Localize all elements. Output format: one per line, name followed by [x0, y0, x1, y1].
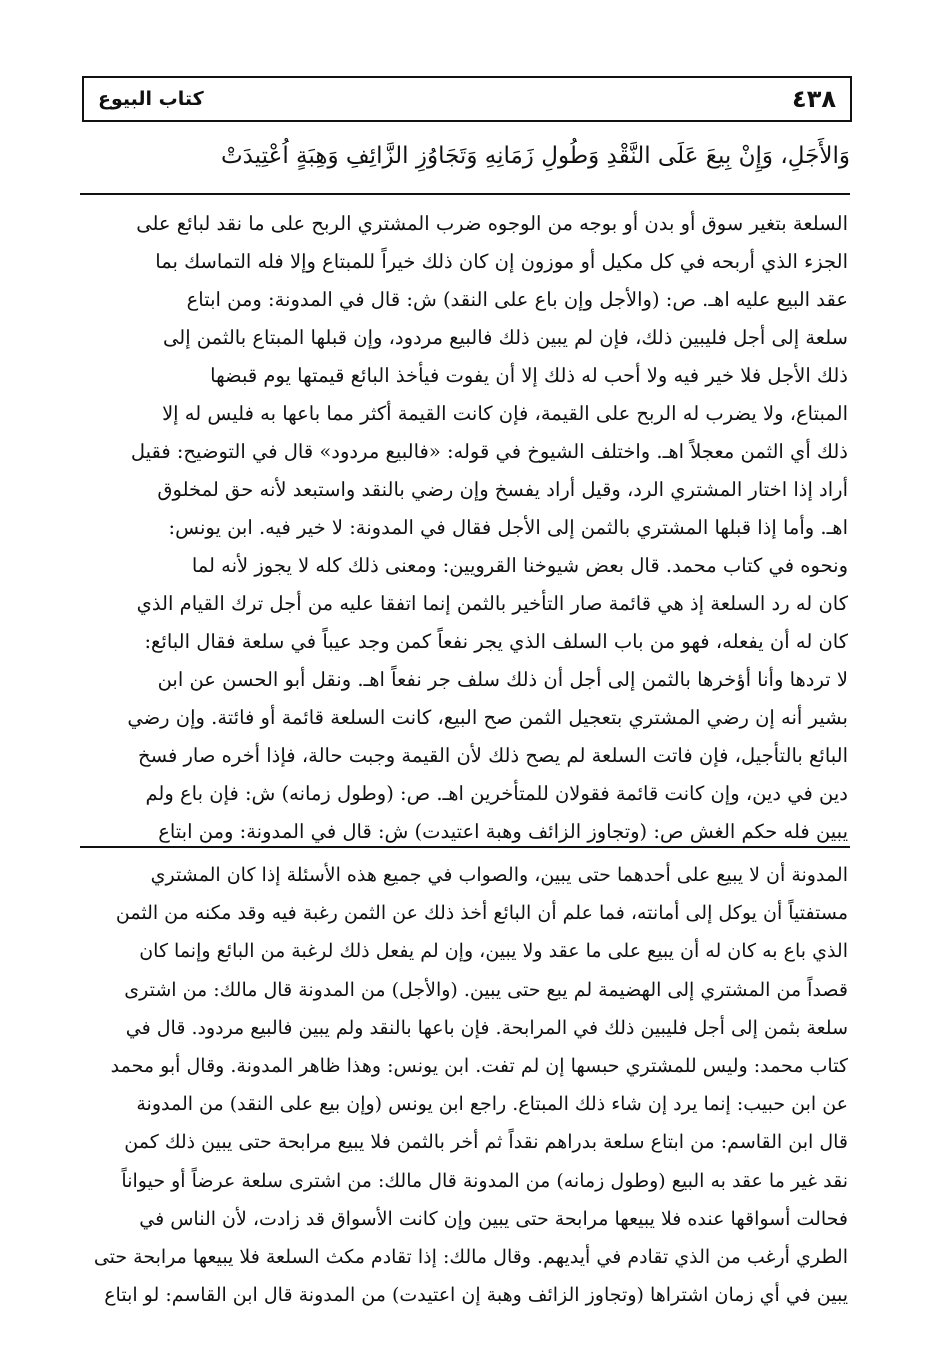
footnote-line: سلعة بثمن إلى أجل فليبين ذلك في المرابحة. فإن باعها بالنقد ولم يبين فالبيع مردود. قال في [125, 1016, 848, 1039]
main-line: كان له رد السلعة إذ هي قائمة صار التأخير بالثمن إنما اتفقا عليه من أجل ترك القيام الذي [136, 592, 848, 615]
main-line: بشير أنه إن رضي المشتري بتعجيل الثمن صح البيع، كانت السلعة قائمة أو فائتة. وإن رضي [127, 706, 848, 729]
main-line: أراد إذا اختار المشتري الرد، وقيل أراد يفسخ وإن رضي بالنقد واستبعد لأنه حق لمخلوق [157, 478, 848, 501]
main-line: لا تردها وأنا أؤخرها بالثمن إلى أجل أن ذلك سلف جر نفعاً اهـ. ونقل أبو الحسن عن ابن [157, 668, 848, 691]
main-line: سلعة إلى أجل فليبين ذلك، فإن لم يبين ذلك فالبيع مردود، وإن قبلها المبتاع بالثمن إلى [163, 326, 848, 349]
matn-text: وَالأَجَلِ، وَإِنْ بِيعَ عَلَى النَّقْدِ وَطُولِ زَمَانِهِ وَتَجَاوُزِ الزَّائِفِ وَهِبَةٍ اُعْتِيدَتْ [221, 143, 850, 169]
main-line: يبين فله حكم الغش ص: (وتجاوز الزائف وهبة اعتيدت) ش: قال في المدونة: ومن ابتاع [158, 820, 848, 843]
footnote-line: المدونة أن لا يبيع على أحدهما حتى يبين، والصواب في جميع هذه الأسئلة إذا كان المشتري [150, 864, 848, 886]
main-line: السلعة بتغير سوق أو بدن أو بوجه من الوجوه ضرب المشتري الربح على ما نقد لبائع على [136, 212, 848, 235]
main-line: المبتاع، ولا يضرب له الربح على القيمة، فإن كانت القيمة أكثر مما باعها به فليس له إلا [162, 402, 848, 425]
main-line: الجزء الذي أربحه في كل مكيل أو موزون إن كان ذلك خيراً للمبتاع وإلا فله التماسك بما [155, 250, 848, 273]
footnote-line: يبين في أي زمان اشتراها (وتجاوز الزائف وهبة إن اعتيدت) من المدونة قال ابن القاسم: لو ابتاع [104, 1284, 848, 1307]
main-line: البائع بالتأجيل، فإن فاتت السلعة لم يصح ذلك لأن القيمة وجبت حالة، فإذا أخره صار فسخ [138, 744, 848, 767]
footnote-line: قال ابن القاسم: من ابتاع سلعة بدراهم نقداً ثم أخر بالثمن فلا يبيع مرابحة حتى يبين ذلك كمن [124, 1131, 848, 1154]
footnote-line: عن ابن حبيب: إنما يرد إن شاء ذلك المبتاع. راجع ابن يونس (وإن بيع على النقد) من المدونة [136, 1093, 848, 1116]
footnote-line: الذي باع به كان له أن يبيع على ما عقد ولا يبين، وإن لم يفعل ذلك لرغبة من البائع وإنما كان [139, 940, 848, 963]
footnote-line: فحالت أسواقها عنده فلا يبيعها مرابحة حتى يبين وإن كانت الأسواق قد زادت، لأن الناس في [139, 1207, 848, 1230]
main-commentary [88, 205, 848, 851]
main-line: ذلك أي الثمن معجلاً اهـ. واختلف الشيوخ في قوله: «فالبيع مردود» قال في التوضيح: فقيل [130, 440, 848, 463]
footnote-line: الطري أرغب من الذي تقادم في أيديهم. وقال مالك: إذا تقادم مكث السلعة فلا يبيعها مرابحة حتى [93, 1245, 848, 1268]
footnote-divider [80, 846, 850, 848]
book-title: كتاب البيوع [98, 88, 204, 110]
page-header [82, 76, 852, 122]
main-line: كان له أن يفعله، فهو من باب السلف الذي يجر نفعاً كمن وجد عيباً في سلعة فقال البائع: [144, 630, 848, 653]
main-line: عقد البيع عليه اهـ. ص: (والأجل وإن باع على النقد) ش: قال في المدونة: ومن ابتاع [186, 288, 848, 311]
footnote-line: مستفتياً أن يوكل إلى أمانته، فما علم أن البائع أخذ ذلك عن الثمن رغبة فيه وقد مكنه من الثمن [115, 902, 848, 925]
page-number: ٤٣٨ [792, 85, 836, 113]
footnote-line: قصداً من المشتري إلى الهضيمة لم يبع حتى يبين. (والأجل) من المدونة قال مالك: من اشترى [124, 978, 848, 1001]
main-line: اهـ. وأما إذا قبلها المشتري بالثمن إلى الأجل فقال في المدونة: لا خير فيه. ابن يونس: [168, 516, 848, 539]
footnote-line: كتاب محمد: وليس للمشتري حبسها إن لم تفت. ابن يونس: وهذا ظاهر المدونة. وقال أبو محمد [110, 1054, 848, 1077]
main-line: ذلك الأجل فلا خير فيه ولا أحب له ذلك إلا أن يفوت فيأخذ البائع قيمتها يوم قبضها [210, 364, 848, 387]
footnote-line: نقد غير ما عقد به البيع (وطول زمانه) من المدونة قال مالك: من اشترى سلعة عرضاً أو حيواناً [121, 1169, 848, 1192]
main-line: دين في دين، وإن كانت قائمة فقولان للمتأخرين اهـ. ص: (وطول زمانه) ش: فإن باع ولم [145, 782, 848, 805]
main-line: ونحوه في كتاب محمد. قال بعض شيوخنا القرويين: ومعنى ذلك كله لا يجوز لأنه لما [191, 554, 848, 577]
top-divider [80, 193, 850, 195]
footnote-section [88, 856, 848, 1314]
